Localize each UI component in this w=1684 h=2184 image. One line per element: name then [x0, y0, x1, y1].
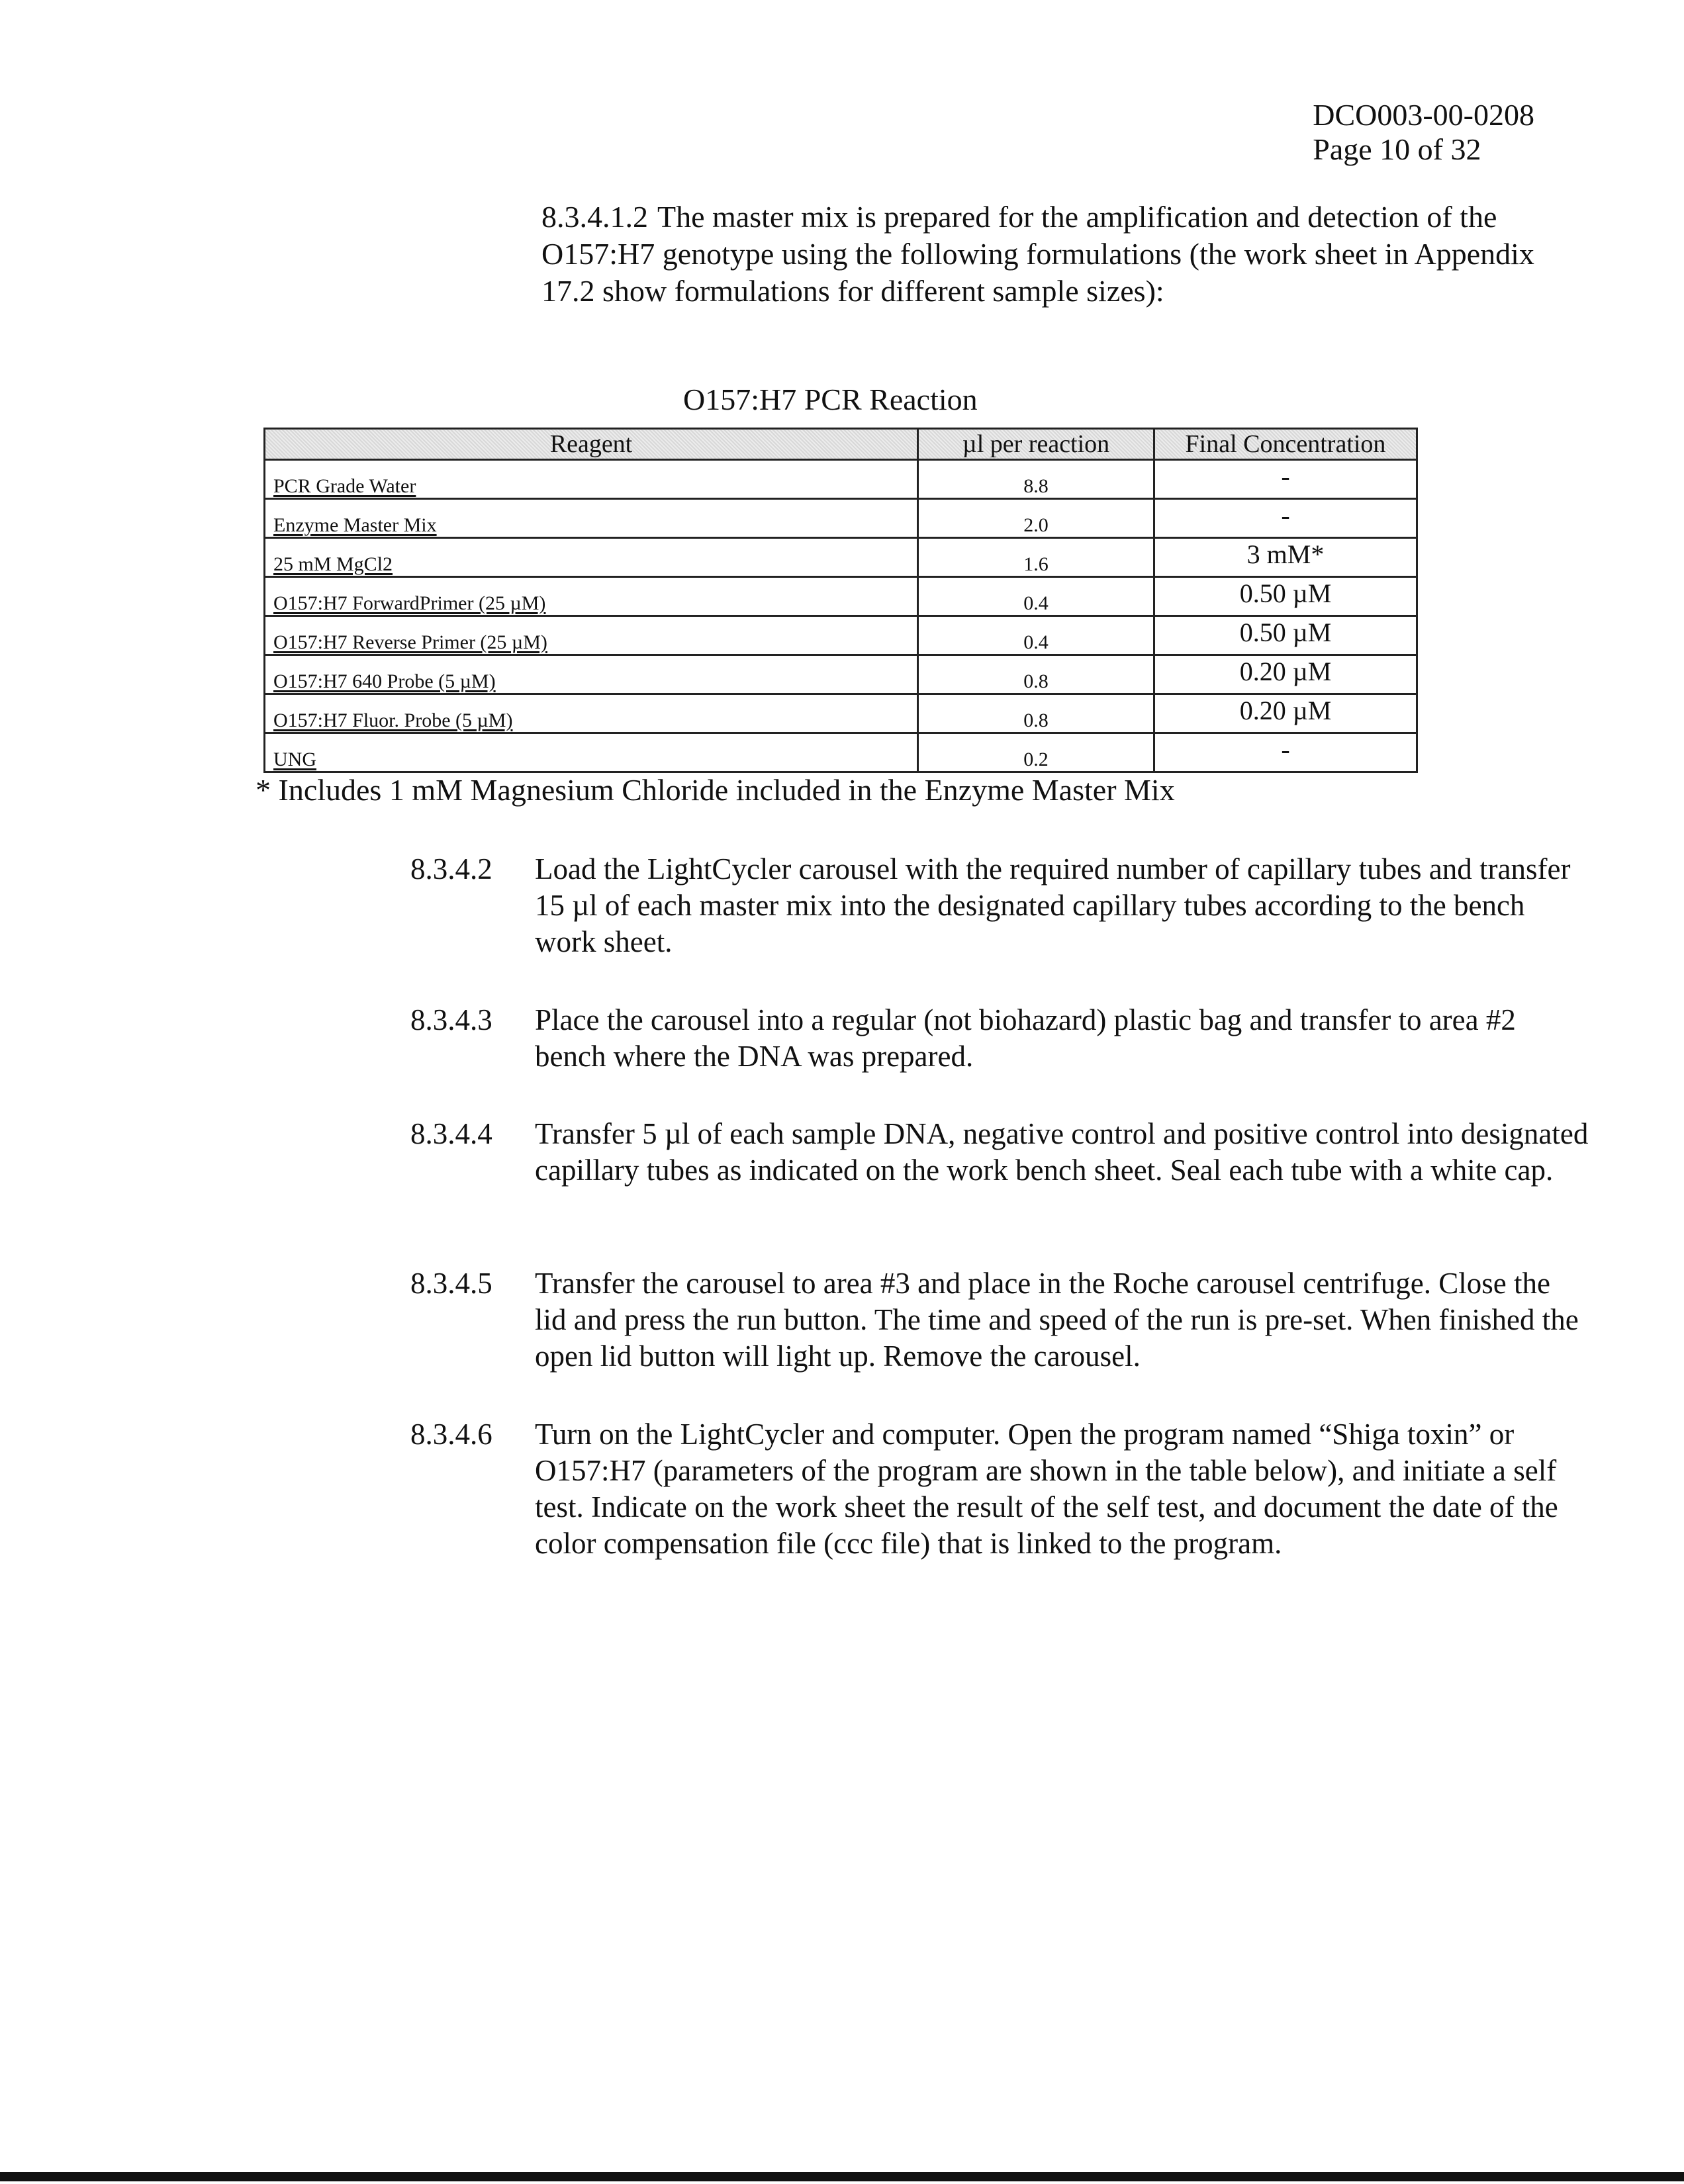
volume-cell: 0.4 [918, 577, 1154, 616]
column-header-reagent: Reagent [265, 429, 918, 460]
table-footnote: * Includes 1 mM Magnesium Chloride included in the Enzyme Master Mix [256, 773, 1175, 807]
step-text: Load the LightCycler carousel with the required number of capillary tubes and transfer 15 µl of each master mix into the designated capillary tubes according to the bench work sheet. [535, 852, 1571, 958]
page-number: Page 10 of 32 [1313, 132, 1481, 166]
concentration-cell: 0.20 µM [1154, 655, 1417, 694]
table-row [265, 577, 1417, 616]
table-title: O157:H7 PCR Reaction [683, 383, 978, 416]
volume-cell: 0.4 [918, 616, 1154, 655]
step-number: 8.3.4.5 [410, 1267, 492, 1300]
table-row [265, 616, 1417, 655]
concentration-cell: - [1154, 460, 1417, 499]
concentration-cell: 3 mM* [1154, 538, 1417, 577]
intro-section-number: 8.3.4.1.2 [541, 200, 648, 234]
table-header-row [265, 429, 1417, 460]
volume-cell: 8.8 [918, 460, 1154, 499]
step-8-3-4-2 [410, 851, 1589, 960]
volume-cell: 1.6 [918, 538, 1154, 577]
table-row [265, 538, 1417, 577]
document-id: DCO003-00-0208 [1313, 98, 1534, 132]
step-number: 8.3.4.6 [410, 1418, 492, 1451]
reagent-cell: Enzyme Master Mix [265, 499, 918, 538]
bottom-rule [0, 2172, 1684, 2181]
pcr-reaction-table [263, 428, 1418, 773]
volume-cell: 2.0 [918, 499, 1154, 538]
step-8-3-4-3 [410, 1002, 1589, 1075]
step-number: 8.3.4.3 [410, 1003, 492, 1036]
concentration-cell: 0.50 µM [1154, 616, 1417, 655]
intro-text: The master mix is prepared for the amplification and detection of the O157:H7 genotype using the following formulations (the work sheet in Appendix 17.2 show formulations for different sample sizes): [541, 200, 1534, 308]
reagent-cell: PCR Grade Water [265, 460, 918, 499]
step-8-3-4-4 [410, 1116, 1589, 1189]
reagent-cell: O157:H7 Reverse Primer (25 µM) [265, 616, 918, 655]
intro-paragraph [541, 199, 1548, 310]
volume-cell: 0.8 [918, 694, 1154, 733]
table-row [265, 499, 1417, 538]
column-header-concentration: Final Concentration [1154, 429, 1417, 460]
step-text: Place the carousel into a regular (not biohazard) plastic bag and transfer to area #2 bench where the DNA was prepared. [535, 1003, 1516, 1073]
column-header-volume: µl per reaction [918, 429, 1154, 460]
step-number: 8.3.4.2 [410, 852, 492, 886]
step-text: Transfer the carousel to area #3 and place in the Roche carousel centrifuge. Close the lid and press the run button. The time and speed of the run is pre-set. When finished the open lid button will light up. Remove the carousel. [535, 1267, 1579, 1373]
reagent-cell: O157:H7 Fluor. Probe (5 µM) [265, 694, 918, 733]
page-header [1313, 98, 1534, 167]
concentration-cell: - [1154, 733, 1417, 772]
reagent-cell: O157:H7 640 Probe (5 µM) [265, 655, 918, 694]
concentration-cell: 0.50 µM [1154, 577, 1417, 616]
step-text: Turn on the LightCycler and computer. Open the program named “Shiga toxin” or O157:H7 (parameters of the program are shown in the table below), and initiate a self test. Indicate on the work sheet the result of the self test, and document the date of the color compensation file (ccc file) that is linked to the program. [535, 1418, 1558, 1560]
step-8-3-4-6 [410, 1416, 1589, 1562]
reagent-cell: O157:H7 ForwardPrimer (25 µM) [265, 577, 918, 616]
reagent-cell: 25 mM MgCl2 [265, 538, 918, 577]
table-row [265, 655, 1417, 694]
table-row [265, 460, 1417, 499]
table-row [265, 733, 1417, 772]
volume-cell: 0.8 [918, 655, 1154, 694]
step-8-3-4-5 [410, 1265, 1589, 1375]
step-text: Transfer 5 µl of each sample DNA, negative control and positive control into designated capillary tubes as indicated on the work bench sheet. Seal each tube with a white cap. [535, 1117, 1589, 1187]
step-number: 8.3.4.4 [410, 1117, 492, 1150]
volume-cell: 0.2 [918, 733, 1154, 772]
concentration-cell: 0.20 µM [1154, 694, 1417, 733]
table-row [265, 694, 1417, 733]
concentration-cell: - [1154, 499, 1417, 538]
reagent-cell: UNG [265, 733, 918, 772]
